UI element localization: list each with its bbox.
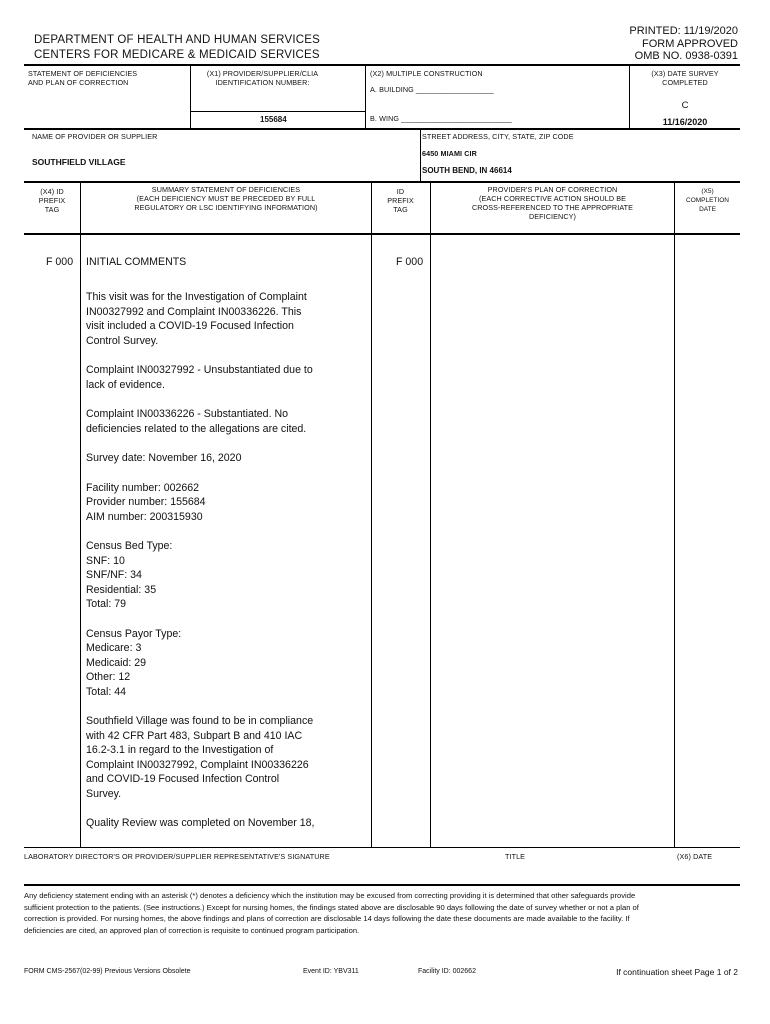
comment-paragraph: Census Bed Type: SNF: 10 SNF/NF: 34 Residential: 35 Total: 79: [86, 540, 173, 610]
city-state-zip: SOUTH BEND, IN 46614: [422, 166, 512, 175]
signature-label: LABORATORY DIRECTOR'S OR PROVIDER/SUPPLIER REPRESENTATIVE'S SIGNATURE: [24, 852, 330, 861]
x3-code: C: [681, 100, 689, 111]
comment-paragraph: Complaint IN00336226 - Substantiated. No deficiencies related to the allegations are cited.: [86, 408, 307, 435]
rule-signature-bottom: [24, 884, 740, 886]
facility-id: Facility ID: 002662: [418, 968, 476, 975]
comment-paragraph: Complaint IN00327992 - Unsubstantiated due to lack of evidence.: [86, 364, 313, 391]
date-label: (X6) DATE: [677, 852, 713, 861]
form-approved: FORM APPROVED: [642, 37, 738, 50]
form-number: FORM CMS-2567(02-99) Previous Versions Obsolete: [24, 968, 191, 975]
agency-header: [34, 33, 320, 63]
col-divider-1: [80, 182, 81, 847]
id-header: ID PREFIX TAG: [387, 187, 414, 214]
rule-provider-bottom: [24, 181, 740, 183]
comment-paragraph: This visit was for the Investigation of Complaint IN00327992 and Complaint IN00336226. This visit included a COVID-19 Focused Infection Control Survey.: [86, 291, 307, 347]
disclaimer-text: Any deficiency statement ending with an asterisk (*) denotes a deficiency which the institution may be excused from correcting providing it is determined that other safeguards provide sufficient protection to the patients. (See instructions.) Except for nursing homes, the findings stated above are disclosable 90 days following the date of survey whether or not a plan of correction is provided. For nursing homes, the above findings and plans of correction are disclosable 14 days following the date these documents are made available to the facility. If deficiencies are cited, an approved plan of correction is requisite to continued program participation.: [24, 891, 639, 935]
x3-label: (X3) DATE SURVEY COMPLETED: [651, 69, 719, 87]
x4-header: (X4) ID PREFIX TAG: [38, 187, 66, 214]
col-divider-2: [371, 182, 372, 847]
entry-comments: [86, 290, 368, 846]
address-label: STREET ADDRESS, CITY, STATE, ZIP CODE: [422, 132, 574, 141]
comment-paragraph: Survey date: November 16, 2020: [86, 452, 242, 464]
provider-id-number: 155684: [260, 115, 287, 124]
entry-title: INITIAL COMMENTS: [86, 256, 187, 268]
rule-x1-value: [190, 111, 365, 112]
x5-header: (X5) COMPLETION DATE: [686, 188, 729, 213]
tag-prefix-right: F 000: [396, 256, 424, 268]
form-status-block: [629, 25, 738, 63]
x1-label: (X1) PROVIDER/SUPPLIER/CLIA IDENTIFICATION NUMBER:: [206, 69, 319, 87]
wing-field: B. WING ___________________________: [370, 114, 512, 123]
rule-signature-top: [24, 847, 740, 848]
summary-header: SUMMARY STATEMENT OF DEFICIENCIES (EACH DEFICIENCY MUST BE PRECEDED BY FULL REGULATORY OR LSC IDENTIFYING INFORMATION): [134, 185, 318, 212]
comment-paragraph: Southfield Village was found to be in compliance with 42 CFR Part 483, Subpart B and 410 IAC 16.2-3.1 in regard to the Investigation of Complaint IN00327992, Complaint IN00336226 and COVID-19 Focused Infection Control Survey.: [86, 715, 314, 800]
col-divider-3: [430, 182, 431, 847]
col-divider-4: [674, 182, 675, 847]
plan-header: PROVIDER'S PLAN OF CORRECTION (EACH CORRECTIVE ACTION SHOULD BE CROSS-REFERENCED TO THE APPROPRIATE DEFICIENCY): [471, 185, 634, 221]
comment-paragraph: Quality Review was completed on November 18,: [86, 817, 315, 829]
agency-line-2: CENTERS FOR MEDICARE & MEDICAID SERVICES: [34, 49, 320, 61]
survey-completed-date: 11/16/2020: [662, 117, 708, 127]
event-id: Event ID: YBV311: [303, 968, 359, 975]
printed-date: PRINTED: 11/19/2020: [629, 25, 738, 37]
divider-provider: [420, 129, 421, 181]
divider-x2: [365, 64, 366, 129]
omb-number: OMB NO. 0938-0391: [634, 50, 738, 62]
comment-paragraph: Facility number: 002662 Provider number: 155684 AIM number: 200315930: [86, 481, 206, 523]
rule-top: [24, 64, 740, 66]
comment-paragraph: Census Payor Type: Medicare: 3 Medicaid: 29 Other: 12 Total: 44: [86, 627, 182, 698]
rule-id-bottom: [24, 128, 740, 130]
statement-label: STATEMENT OF DEFICIENCIES AND PLAN OF CORRECTION: [28, 69, 138, 87]
title-label: TITLE: [505, 852, 526, 861]
provider-name-label: NAME OF PROVIDER OR SUPPLIER: [32, 132, 158, 141]
agency-line-1: DEPARTMENT OF HEALTH AND HUMAN SERVICES: [34, 34, 320, 46]
building-field: A. BUILDING ___________________: [370, 85, 494, 94]
tag-prefix-left: F 000: [46, 256, 74, 268]
street-address: 6450 MIAMI CIR: [422, 149, 477, 158]
provider-name: SOUTHFIELD VILLAGE: [32, 157, 126, 167]
x2-label: (X2) MULTIPLE CONSTRUCTION: [370, 69, 483, 78]
continuation-sheet: If continuation sheet Page 1 of 2: [616, 967, 738, 977]
rule-column-header-bottom: [24, 233, 740, 235]
